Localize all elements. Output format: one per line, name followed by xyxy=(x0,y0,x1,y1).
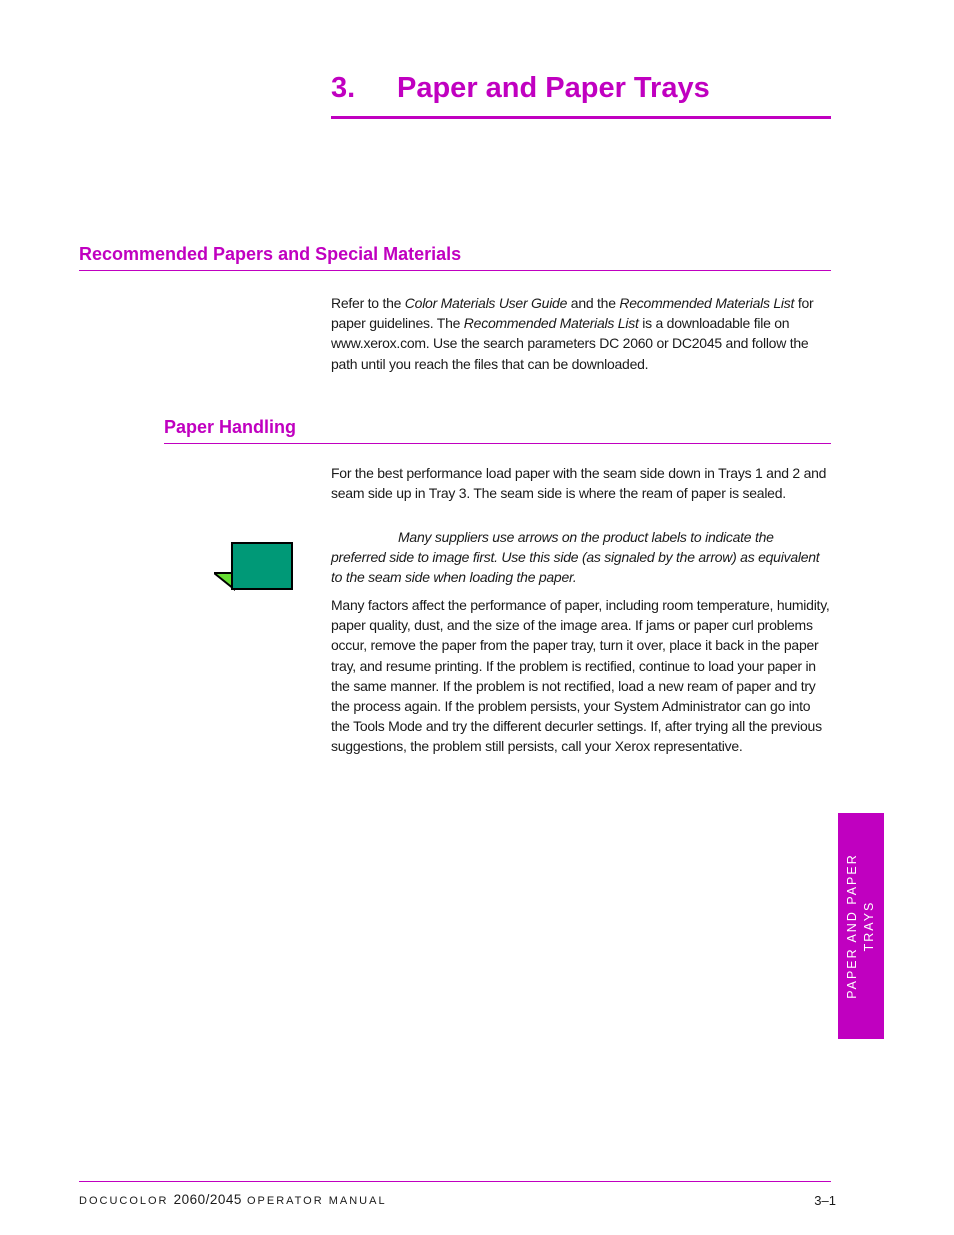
side-tab-label: PAPER AND PAPER TRAYS xyxy=(845,853,876,999)
recommended-materials-list-ref: Recommended Materials List xyxy=(619,295,795,311)
chapter-number: 3. xyxy=(331,72,356,104)
chapter-side-tab xyxy=(838,813,884,1039)
section-heading-paper-handling: Paper Handling xyxy=(164,417,297,437)
chapter-title-rule xyxy=(331,116,831,119)
footer-rule xyxy=(79,1181,831,1182)
paper-handling-paragraph: For the best performance load paper with the seam side down in Trays 1 and 2 and seam side up in Tray 3. The seam side is where the ream of paper is sealed. xyxy=(331,465,827,502)
color-materials-guide-ref: Color Materials User Guide xyxy=(404,295,568,311)
recommended-materials-list-ref-2: Recommended Materials List xyxy=(463,315,639,332)
subsection-heading-rule xyxy=(164,443,831,444)
page-number: 3–1 xyxy=(814,1193,836,1208)
recommended-papers-paragraph: Refer to the Color Materials User Guide and the Recommended Materials List for paper guidelines. The Recommended Materials List is a downloadable file on www.xerox.com. Use the search parameters DC 2060 or DC2045 and follow the path until you reach the files that can be downloaded. xyxy=(331,295,814,372)
note-text: Many suppliers use arrows on the product labels to indicate the preferred side to image first. Use this side (as signaled by the arrow) as equivalent to the seam side when loading the paper. xyxy=(331,529,820,586)
section-heading-recommended-papers: Recommended Papers and Special Materials xyxy=(79,244,462,264)
chapter-title xyxy=(331,72,831,105)
chapter-title-text: Paper and Paper Trays xyxy=(397,72,710,104)
footer-manual-title: DOCUCOLOR 2060/2045 OPERATOR MANUAL xyxy=(79,1192,387,1207)
paper-factors-paragraph: Many factors affect the performance of paper, including room temperature, humidity, paper quality, dust, and the size of the image area. If jams or paper curl problems occur, remove the paper from the paper tray, turn it over, place it back in the paper tray, and resume printing. If the problem is rectified, continue to load your paper in the same manner. If the problem is not rectified, load a new ream of paper and try the process again. If the problem persists, your System Administrator can go into the Tools Mode and try the different decurler settings. If, after trying all the previous suggestions, the problem still persists, call your Xerox representative. xyxy=(331,597,830,755)
note-icon-sheet xyxy=(232,543,292,589)
note-icon xyxy=(214,542,294,591)
section-heading-rule xyxy=(79,270,831,271)
